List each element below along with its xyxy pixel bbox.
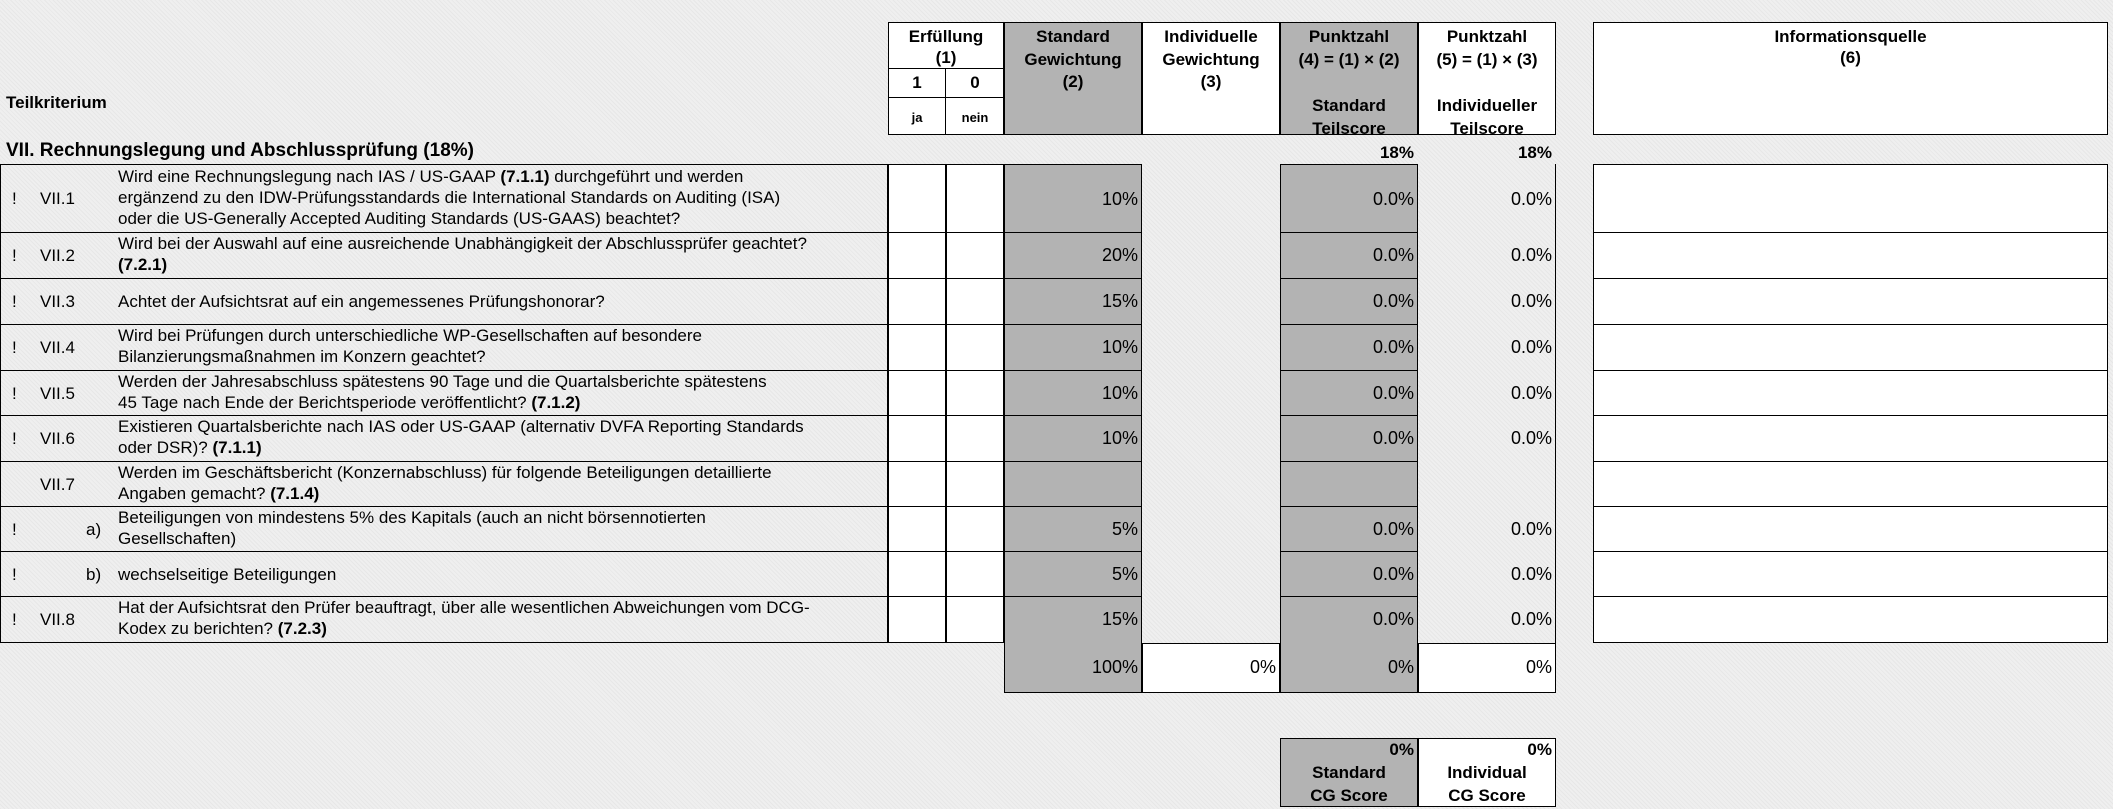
row-id: VII.6	[40, 429, 75, 448]
row-text-line2: Gesellschaften)	[118, 529, 237, 548]
row-text-line2: Kodex zu berichten? (7.2.3)	[118, 619, 327, 638]
info-label: Informationsquelle	[1774, 27, 1927, 46]
row-score: 0.0%	[1372, 609, 1414, 629]
row-text-line2: oder DSR)? (7.1.1)	[118, 438, 262, 457]
punktzahl5-3: Individueller	[1436, 96, 1538, 115]
table-row	[0, 416, 2113, 462]
row-id: VII.7	[40, 475, 75, 494]
row-text: Achtet der Aufsichtsrat auf ein angemessenes Prüfungshonorar?	[118, 292, 605, 311]
attention-mark: !	[12, 429, 17, 448]
row-id: VII.2	[40, 246, 75, 265]
totals-ind-score: 0%	[1525, 657, 1552, 677]
row-score: 0.0%	[1372, 564, 1414, 584]
attention-mark: !	[12, 610, 17, 629]
row-text-line2: ergänzend zu den IDW-Prüfungsstandards die International Standards on Auditing (ISA)	[118, 188, 781, 207]
row-ind-score: 0.0%	[1510, 519, 1552, 539]
row-text-line2: Bilanzierungsmaßnahmen im Konzern geachtet?	[118, 347, 486, 366]
table-row	[0, 371, 2113, 416]
punktzahl5-4: Teilscore	[1450, 119, 1524, 135]
table-row	[0, 164, 2113, 233]
standard-cg-score-label1: Standard	[1312, 763, 1386, 782]
individual-cg-score-label1: Individual	[1447, 763, 1527, 782]
row-id: VII.8	[40, 610, 75, 629]
attention-mark: !	[12, 565, 17, 584]
row-text: Wird eine Rechnungslegung nach IAS / US-GAAP (7.1.1) durchgeführt und werden	[118, 167, 744, 186]
row-text-line2: Angaben gemacht? (7.1.4)	[118, 484, 320, 503]
row-id: VII.3	[40, 292, 75, 311]
row-ind-score: 0.0%	[1510, 245, 1552, 265]
row-ref: (7.2.1)	[118, 255, 168, 274]
table-row	[0, 279, 2113, 325]
ind-gewichtung-1: Individuelle	[1164, 27, 1258, 46]
individual-cg-score-label2: CG Score	[1448, 786, 1526, 805]
erfuellung-one: 1	[912, 73, 922, 92]
row-id: VII.4	[40, 338, 75, 357]
row-weight: 10%	[1101, 189, 1138, 209]
section-std-pct: 18%	[1379, 143, 1414, 162]
table-row	[0, 507, 2113, 552]
ind-gewichtung-num: (3)	[1200, 72, 1222, 91]
punktzahl5-2: (5) = (1) × (3)	[1436, 50, 1538, 69]
table-row	[0, 233, 2113, 279]
row-ind-score: 0.0%	[1510, 189, 1552, 209]
row-ind-score: 0.0%	[1510, 609, 1552, 629]
row-text: Wird bei der Auswahl auf eine ausreichende Unabhängigkeit der Abschlussprüfer geachtet?	[118, 234, 807, 253]
row-id: VII.5	[40, 384, 75, 403]
attention-mark: !	[12, 246, 17, 265]
attention-mark: !	[12, 384, 17, 403]
erfuellung-label: Erfüllung	[908, 27, 984, 46]
row-text-line2: 45 Tage nach Ende der Berichtsperiode veröffentlicht? (7.1.2)	[118, 393, 581, 412]
row-weight: 10%	[1101, 428, 1138, 448]
row-score: 0.0%	[1372, 189, 1414, 209]
erfuellung-num: (1)	[935, 48, 957, 67]
row-score: 0.0%	[1372, 383, 1414, 403]
attention-mark: !	[12, 189, 17, 208]
row-ind-score: 0.0%	[1510, 337, 1552, 357]
totals-std-score: 0%	[1387, 657, 1414, 677]
table-row	[0, 552, 2113, 597]
row-weight: 5%	[1111, 564, 1138, 584]
row-id: a)	[86, 520, 102, 539]
row-text-line3: oder die US-Generally Accepted Auditing Standards (US-GAAS) beachtet?	[118, 209, 681, 228]
table-row	[0, 597, 2113, 643]
erfuellung-ja: ja	[911, 110, 923, 125]
attention-mark: !	[12, 292, 17, 311]
row-text: Werden der Jahresabschluss spätestens 90 Tage und die Quartalsberichte spätestens	[118, 372, 767, 391]
info-num: (6)	[1840, 48, 1861, 67]
punktzahl4-4: Teilscore	[1312, 119, 1386, 135]
table-row	[0, 325, 2113, 371]
std-gewichtung-num: (2)	[1062, 72, 1084, 91]
row-ind-score: 0.0%	[1510, 564, 1552, 584]
col-ind-weight-rightline	[1141, 164, 1142, 643]
attention-mark: !	[12, 520, 17, 539]
row-ind-score: 0.0%	[1510, 428, 1552, 448]
standard-cg-score-label2: CG Score	[1310, 786, 1388, 805]
punktzahl4-3: Standard	[1312, 96, 1386, 115]
punktzahl4-1: Punktzahl	[1308, 27, 1390, 46]
row-id: b)	[86, 565, 102, 584]
section-ind-pct: 18%	[1517, 143, 1552, 162]
row-text: wechselseitige Beteiligungen	[118, 565, 337, 584]
row-text: Wird bei Prüfungen durch unterschiedliche WP-Gesellschaften auf besondere	[118, 326, 702, 345]
std-gewichtung-2: Gewichtung	[1024, 50, 1122, 69]
erfuellung-nein: nein	[961, 110, 989, 125]
row-weight: 10%	[1101, 383, 1138, 403]
row-score: 0.0%	[1372, 245, 1414, 265]
erfuellung-zero: 0	[970, 73, 980, 92]
row-weight: 5%	[1111, 519, 1138, 539]
row-score: 0.0%	[1372, 337, 1414, 357]
row-ind-score: 0.0%	[1510, 291, 1552, 311]
row-score: 0.0%	[1372, 428, 1414, 448]
row-text: Hat der Aufsichtsrat den Prüfer beauftragt, über alle wesentlichen Abweichungen vom DCG-	[118, 598, 810, 617]
standard-cg-score-pct: 0%	[1389, 740, 1414, 759]
punktzahl4-2: (4) = (1) × (2)	[1298, 50, 1400, 69]
row-weight: 15%	[1101, 609, 1138, 629]
individual-cg-score-pct: 0%	[1527, 740, 1552, 759]
row-score: 0.0%	[1372, 291, 1414, 311]
row-text: Beteiligungen von mindestens 5% des Kapitals (auch an nicht börsennotierten	[118, 508, 706, 527]
totals-ind-weight: 0%	[1249, 657, 1276, 677]
totals-std-weight: 100%	[1091, 657, 1138, 677]
punktzahl5-1: Punktzahl	[1446, 27, 1528, 46]
table-row	[0, 462, 2113, 507]
row-weight: 10%	[1101, 337, 1138, 357]
row-weight: 20%	[1101, 245, 1138, 265]
row-weight: 15%	[1101, 291, 1138, 311]
row-text: Werden im Geschäftsbericht (Konzernabschluss) für folgende Beteiligungen detaillierte	[118, 463, 772, 482]
attention-mark: !	[12, 338, 17, 357]
std-gewichtung-1: Standard	[1036, 27, 1110, 46]
section-title: VII. Rechnungslegung und Abschlussprüfung (18%)	[6, 140, 474, 161]
row-ind-score: 0.0%	[1510, 383, 1552, 403]
row-id: VII.1	[40, 189, 75, 208]
ind-gewichtung-2: Gewichtung	[1162, 50, 1260, 69]
col-ind-score-rightline	[1555, 164, 1556, 643]
row-text: Existieren Quartalsberichte nach IAS oder US-GAAP (alternativ DVFA Reporting Standards	[118, 417, 804, 436]
row-score: 0.0%	[1372, 519, 1414, 539]
teilkriterium-label: Teilkriterium	[6, 93, 107, 112]
